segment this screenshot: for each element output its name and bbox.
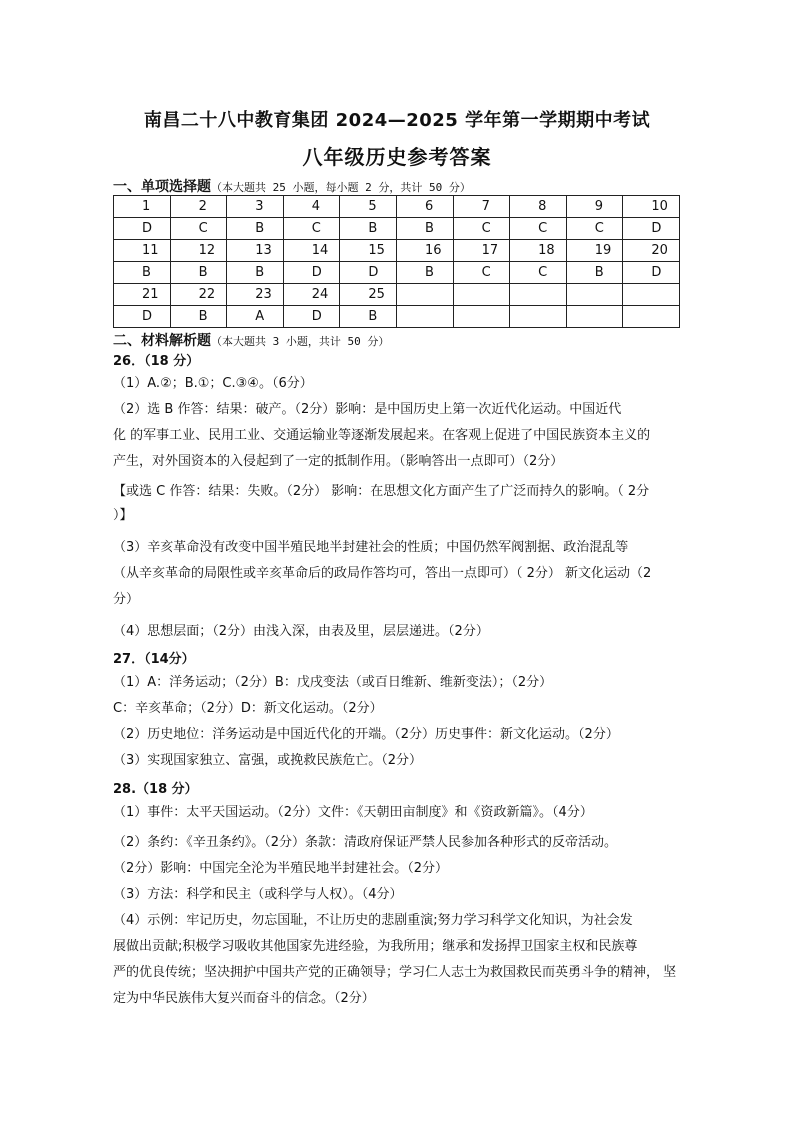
answer-table-cell: 23 (227, 284, 284, 306)
section1-heading: 一、单项选择题 (113, 179, 211, 195)
q26-line: （2）选 B 作答：结果：破产。（2分）影响：是中国历史上第一次近代化运动。中国近代 (113, 402, 622, 417)
answer-table-cell: A (227, 306, 284, 328)
answer-table-cell: D (283, 306, 340, 328)
answer-table-cell: 24 (283, 284, 340, 306)
answer-table-cell: B (227, 218, 284, 240)
q27-line: C：辛亥革命；（2分）D：新文化运动。（2分） (113, 701, 383, 716)
answer-table-cell: D (114, 218, 171, 240)
answer-table-cell: 12 (170, 240, 227, 262)
answer-table-cell: 17 (453, 240, 510, 262)
answer-table-cell: 16 (396, 240, 453, 262)
answer-table-cell: D (623, 218, 680, 240)
answer-table-cell: D (623, 262, 680, 284)
q28-line: （2分）影响：中国完全沦为半殖民地半封建社会。（2分） (113, 861, 449, 876)
q27-line: （3）实现国家独立、富强，或挽救民族危亡。（2分） (113, 753, 423, 768)
q26-line: （3）辛亥革命没有改变中国半殖民地半封建社会的性质；中国仍然军阀割据、政治混乱等 (113, 540, 629, 555)
q27-line: （1）A：洋务运动；（2分）B：戊戌变法（或百日维新、维新变法）；（2分） (113, 675, 553, 690)
q28-line: （1）事件：太平天国运动。（2分）文件：《天朝田亩制度》和《资政新篇》。（4分） (113, 805, 593, 820)
q28-line: （2）条约：《辛丑条约》。（2分）条款：清政府保证严禁人民参加各种形式的反帝活动。 (113, 835, 618, 850)
answer-table-cell: B (396, 218, 453, 240)
q26-heading: 26．（18 分） (113, 354, 200, 369)
answer-table-cell: 19 (566, 240, 623, 262)
answer-table-cell: 15 (340, 240, 397, 262)
answer-table (113, 195, 680, 328)
q26-line: 产生，对外国资本的入侵起到了一定的抵制作用。（影响答出一点即可）（2分） (113, 454, 564, 469)
answer-table-cell: B (396, 262, 453, 284)
answer-table-cell: C (566, 218, 623, 240)
q28-line: （3）方法：科学和民主（或科学与人权）。（4分） (113, 887, 403, 902)
answer-table-cell: 11 (114, 240, 171, 262)
answer-table-cell (623, 284, 680, 306)
answer-table-cell (510, 306, 567, 328)
q27-line: （2）历史地位：洋务运动是中国近代化的开端。（2分）历史事件：新文化运动。（2分） (113, 727, 619, 742)
answer-table-row (114, 196, 680, 218)
q26-line: （从辛亥革命的局限性或辛亥革命后的政局作答均可，答出一点即可）（ 2分） 新文化运动（2 (113, 566, 652, 581)
answer-table-cell: 14 (283, 240, 340, 262)
q28-line: （4）示例：牢记历史，勿忘国耻，不让历史的悲剧重演;努力学习科学文化知识，为社会发 (113, 913, 633, 928)
q28-line: 严的优良传统；坚决拥护中国共产党的正确领导；学习仁人志士为救国救民而英勇斗争的精神， 坚 (113, 965, 677, 980)
answer-table-cell: D (340, 262, 397, 284)
answer-table-cell: C (510, 262, 567, 284)
answer-table-cell (623, 306, 680, 328)
q26-line: 分） (113, 592, 140, 607)
answer-table-cell: B (340, 306, 397, 328)
exam-subtitle: 八年级历史参考答案 (302, 145, 492, 169)
answer-table-cell: 2 (170, 196, 227, 218)
answer-table-cell: 21 (114, 284, 171, 306)
answer-table-cell: 9 (566, 196, 623, 218)
answer-table-cell: B (340, 218, 397, 240)
answer-table-cell: C (283, 218, 340, 240)
section1-note: （本大题共 25 小题，每小题 2 分，共计 50 分） (211, 181, 471, 194)
answer-table-cell: 20 (623, 240, 680, 262)
answer-table-cell: C (170, 218, 227, 240)
answer-table-row (114, 218, 680, 240)
answer-table-cell (453, 284, 510, 306)
answer-table-row (114, 284, 680, 306)
answer-table-cell: 22 (170, 284, 227, 306)
answer-table-cell: 7 (453, 196, 510, 218)
answer-table-row (114, 262, 680, 284)
answer-table-cell: 4 (283, 196, 340, 218)
answer-table-cell: 5 (340, 196, 397, 218)
answer-table-cell: C (453, 262, 510, 284)
answer-table-cell: 6 (396, 196, 453, 218)
answer-table-cell: 1 (114, 196, 171, 218)
answer-table-cell: 8 (510, 196, 567, 218)
answer-table-cell (510, 284, 567, 306)
answer-table-cell: 10 (623, 196, 680, 218)
answer-table-cell: B (170, 262, 227, 284)
q28-heading: 28.（18 分） (113, 782, 198, 797)
q27-heading: 27．（14分） (113, 652, 195, 667)
answer-table-cell: 18 (510, 240, 567, 262)
answer-table-cell: B (170, 306, 227, 328)
exam-title: 南昌二十八中教育集团 2024—2025 学年第一学期期中考试 (143, 110, 651, 131)
answer-table-cell (566, 306, 623, 328)
section2-heading: 二、材料解析题 (113, 333, 211, 349)
answer-table-cell: C (453, 218, 510, 240)
answer-table-cell: B (114, 262, 171, 284)
answer-table-cell (396, 306, 453, 328)
section2-header (113, 330, 389, 350)
q26-line: 【或选 C 作答：结果：失败。（2分） 影响：在思想文化方面产生了广泛而持久的影响。（ 2分 (113, 484, 650, 499)
q26-line: （1）A.②；B.①；C.③④。（6分） (113, 376, 313, 391)
answer-table-cell: B (566, 262, 623, 284)
section2-note: （本大题共 3 小题，共计 50 分） (211, 335, 390, 348)
answer-table-row (114, 306, 680, 328)
answer-table-cell (453, 306, 510, 328)
answer-table-cell: D (283, 262, 340, 284)
q26-line: （4）思想层面；（2分）由浅入深，由表及里，层层递进。（2分） (113, 624, 489, 639)
q26-line: 化 的军事工业、民用工业、交通运输业等逐渐发展起来。在客观上促进了中国民族资本主义的 (113, 428, 651, 443)
answer-table-cell: B (227, 262, 284, 284)
answer-table-cell: 3 (227, 196, 284, 218)
section1-header (113, 176, 471, 196)
answer-table-cell: 13 (227, 240, 284, 262)
q28-line: 展做出贡献;积极学习吸收其他国家先进经验，为我所用；继承和发扬捍卫国家主权和民族尊 (113, 939, 638, 954)
answer-table-row (114, 240, 680, 262)
answer-table-cell (566, 284, 623, 306)
answer-table-cell: D (114, 306, 171, 328)
answer-table-cell: C (510, 218, 567, 240)
answer-table-cell (396, 284, 453, 306)
q26-line: ）】 (113, 508, 133, 523)
q28-line: 定为中华民族伟大复兴而奋斗的信念。（2分） (113, 991, 375, 1006)
answer-table-cell: 25 (340, 284, 397, 306)
